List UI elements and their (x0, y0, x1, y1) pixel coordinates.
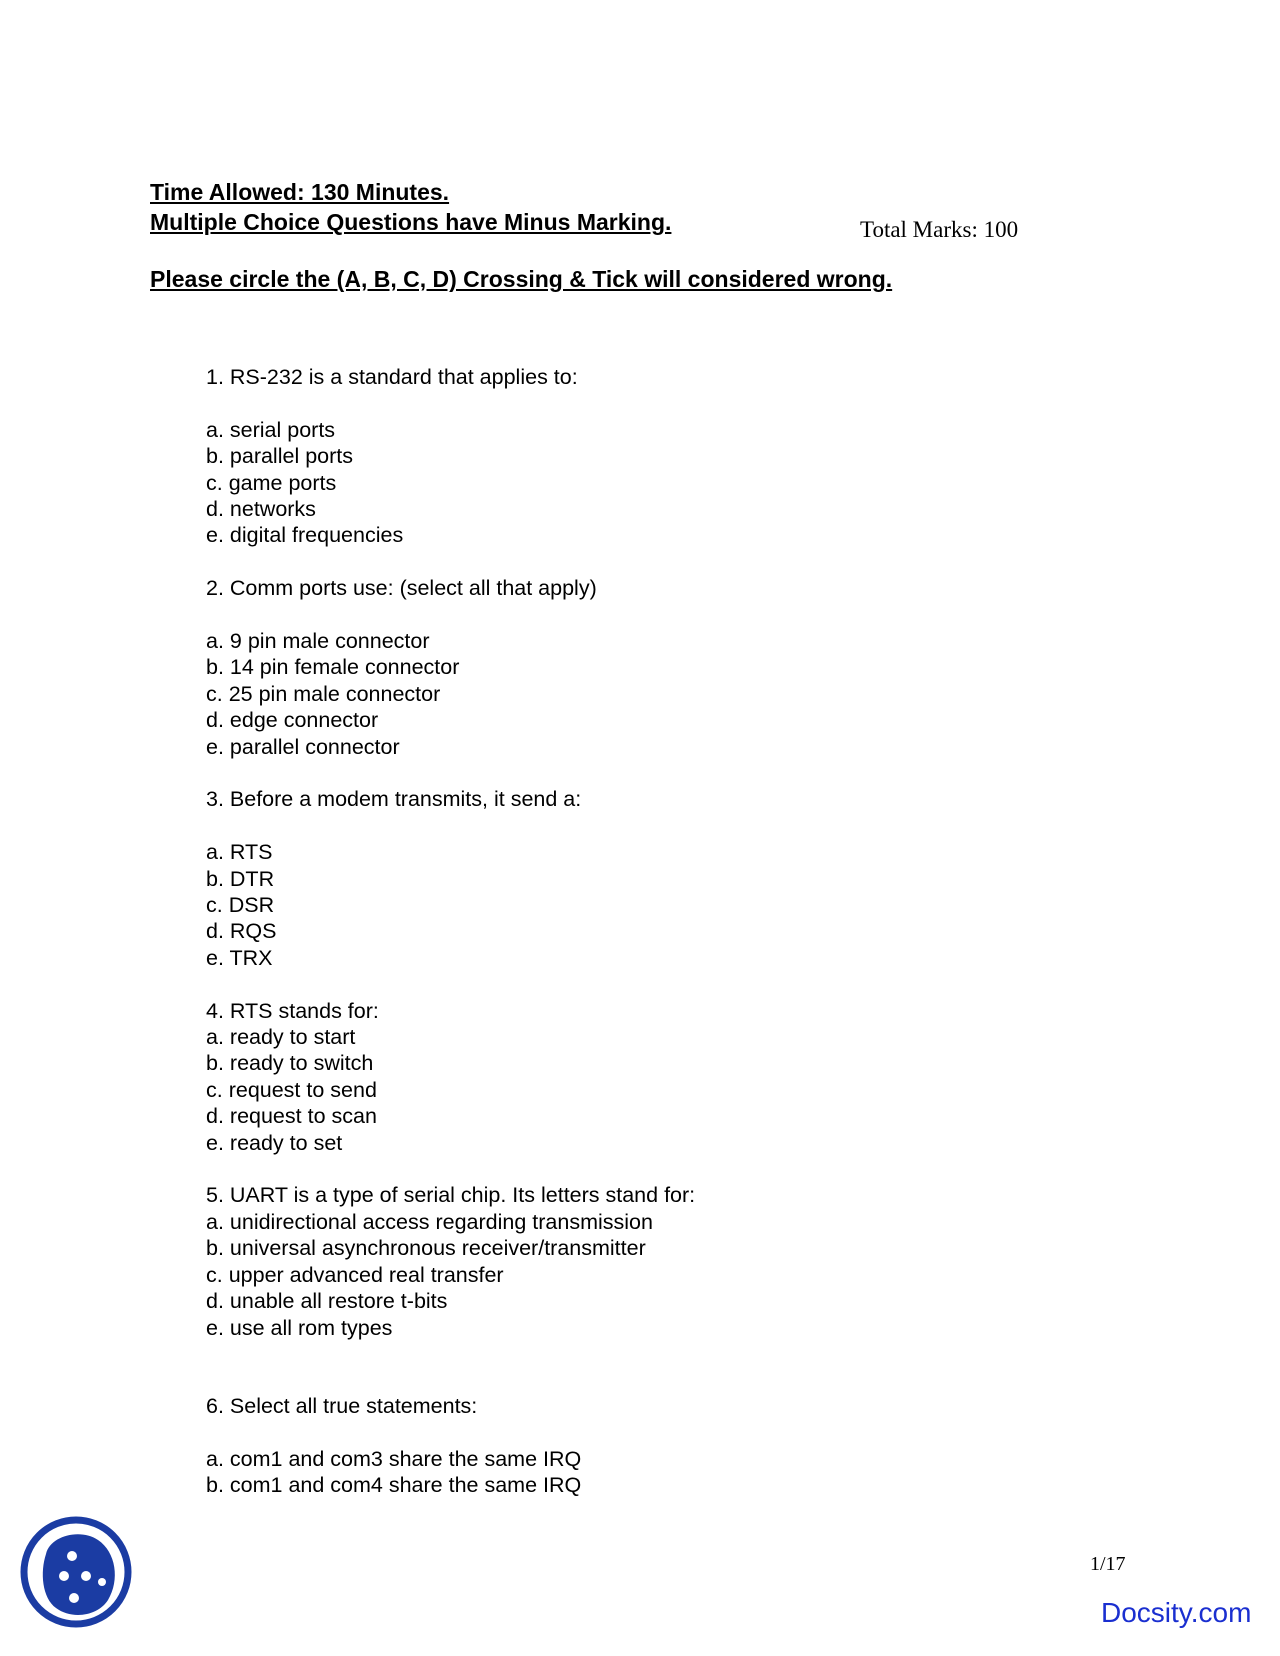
question-stem: 5. UART is a type of serial chip. Its letters stand for: (206, 1183, 696, 1208)
answer-options (206, 417, 1106, 549)
answer-option: a. unidirectional access regarding transmission (206, 1209, 653, 1234)
question-5 (206, 1182, 1106, 1340)
question-4 (206, 998, 1106, 1156)
answer-options (206, 628, 1106, 760)
answer-option: d. edge connector (206, 708, 379, 733)
answer-options (206, 1446, 1106, 1499)
answer-option: c. game ports (206, 470, 337, 495)
minus-marking-heading: Multiple Choice Questions have Minus Marking. (150, 209, 672, 235)
answer-option: a. ready to start (206, 1025, 356, 1050)
time-allowed-heading: Time Allowed: 130 Minutes. (150, 179, 450, 205)
question-stem: 1. RS-232 is a standard that applies to: (206, 365, 578, 389)
answer-option: c. 25 pin male connector (206, 681, 441, 706)
answer-instruction: Please circle the (A, B, C, D) Crossing & Tick will considered wrong. (150, 266, 893, 292)
answer-option: b. parallel ports (206, 444, 353, 469)
question-list (206, 364, 1106, 1499)
answer-option: e. ready to set (206, 1130, 343, 1155)
question-3 (206, 786, 1106, 971)
answer-option: b. universal asynchronous receiver/transmitter (206, 1236, 646, 1261)
answer-option: a. serial ports (206, 417, 336, 442)
answer-option: a. com1 and com3 share the same IRQ (206, 1446, 582, 1471)
page-number: 1/17 (1090, 1553, 1126, 1575)
question-stem: 6. Select all true statements: (206, 1393, 478, 1418)
answer-option: b. DTR (206, 866, 275, 891)
answer-option: d. RQS (206, 919, 277, 944)
answer-options (206, 1209, 1106, 1341)
question-2 (206, 575, 1106, 760)
docsity-logo-icon[interactable] (20, 1516, 132, 1628)
question-stem: 3. Before a modem transmits, it send a: (206, 787, 582, 812)
answer-option: c. DSR (206, 893, 275, 918)
question-stem: 4. RTS stands for: (206, 998, 379, 1023)
answer-option: e. parallel connector (206, 734, 400, 759)
answer-option: e. digital frequencies (206, 523, 404, 548)
answer-option: c. upper advanced real transfer (206, 1262, 504, 1287)
answer-option: e. TRX (206, 945, 273, 970)
answer-options (206, 1024, 1106, 1156)
answer-option: b. com1 and com4 share the same IRQ (206, 1473, 582, 1498)
answer-option: a. RTS (206, 840, 273, 865)
answer-option: d. request to scan (206, 1104, 377, 1129)
question-1 (206, 364, 1106, 549)
docsity-brand-link[interactable]: Docsity.com (1101, 1597, 1252, 1628)
total-marks: Total Marks: 100 (860, 217, 1019, 242)
answer-option: b. 14 pin female connector (206, 655, 460, 680)
answer-option: c. request to send (206, 1077, 377, 1102)
answer-options (206, 839, 1106, 971)
answer-option: b. ready to switch (206, 1051, 374, 1076)
answer-option: a. 9 pin male connector (206, 629, 430, 654)
answer-option: d. networks (206, 497, 316, 522)
question-6 (206, 1393, 1106, 1499)
question-stem: 2. Comm ports use: (select all that apply) (206, 576, 597, 601)
answer-option: d. unable all restore t-bits (206, 1289, 448, 1314)
answer-option: e. use all rom types (206, 1315, 393, 1340)
